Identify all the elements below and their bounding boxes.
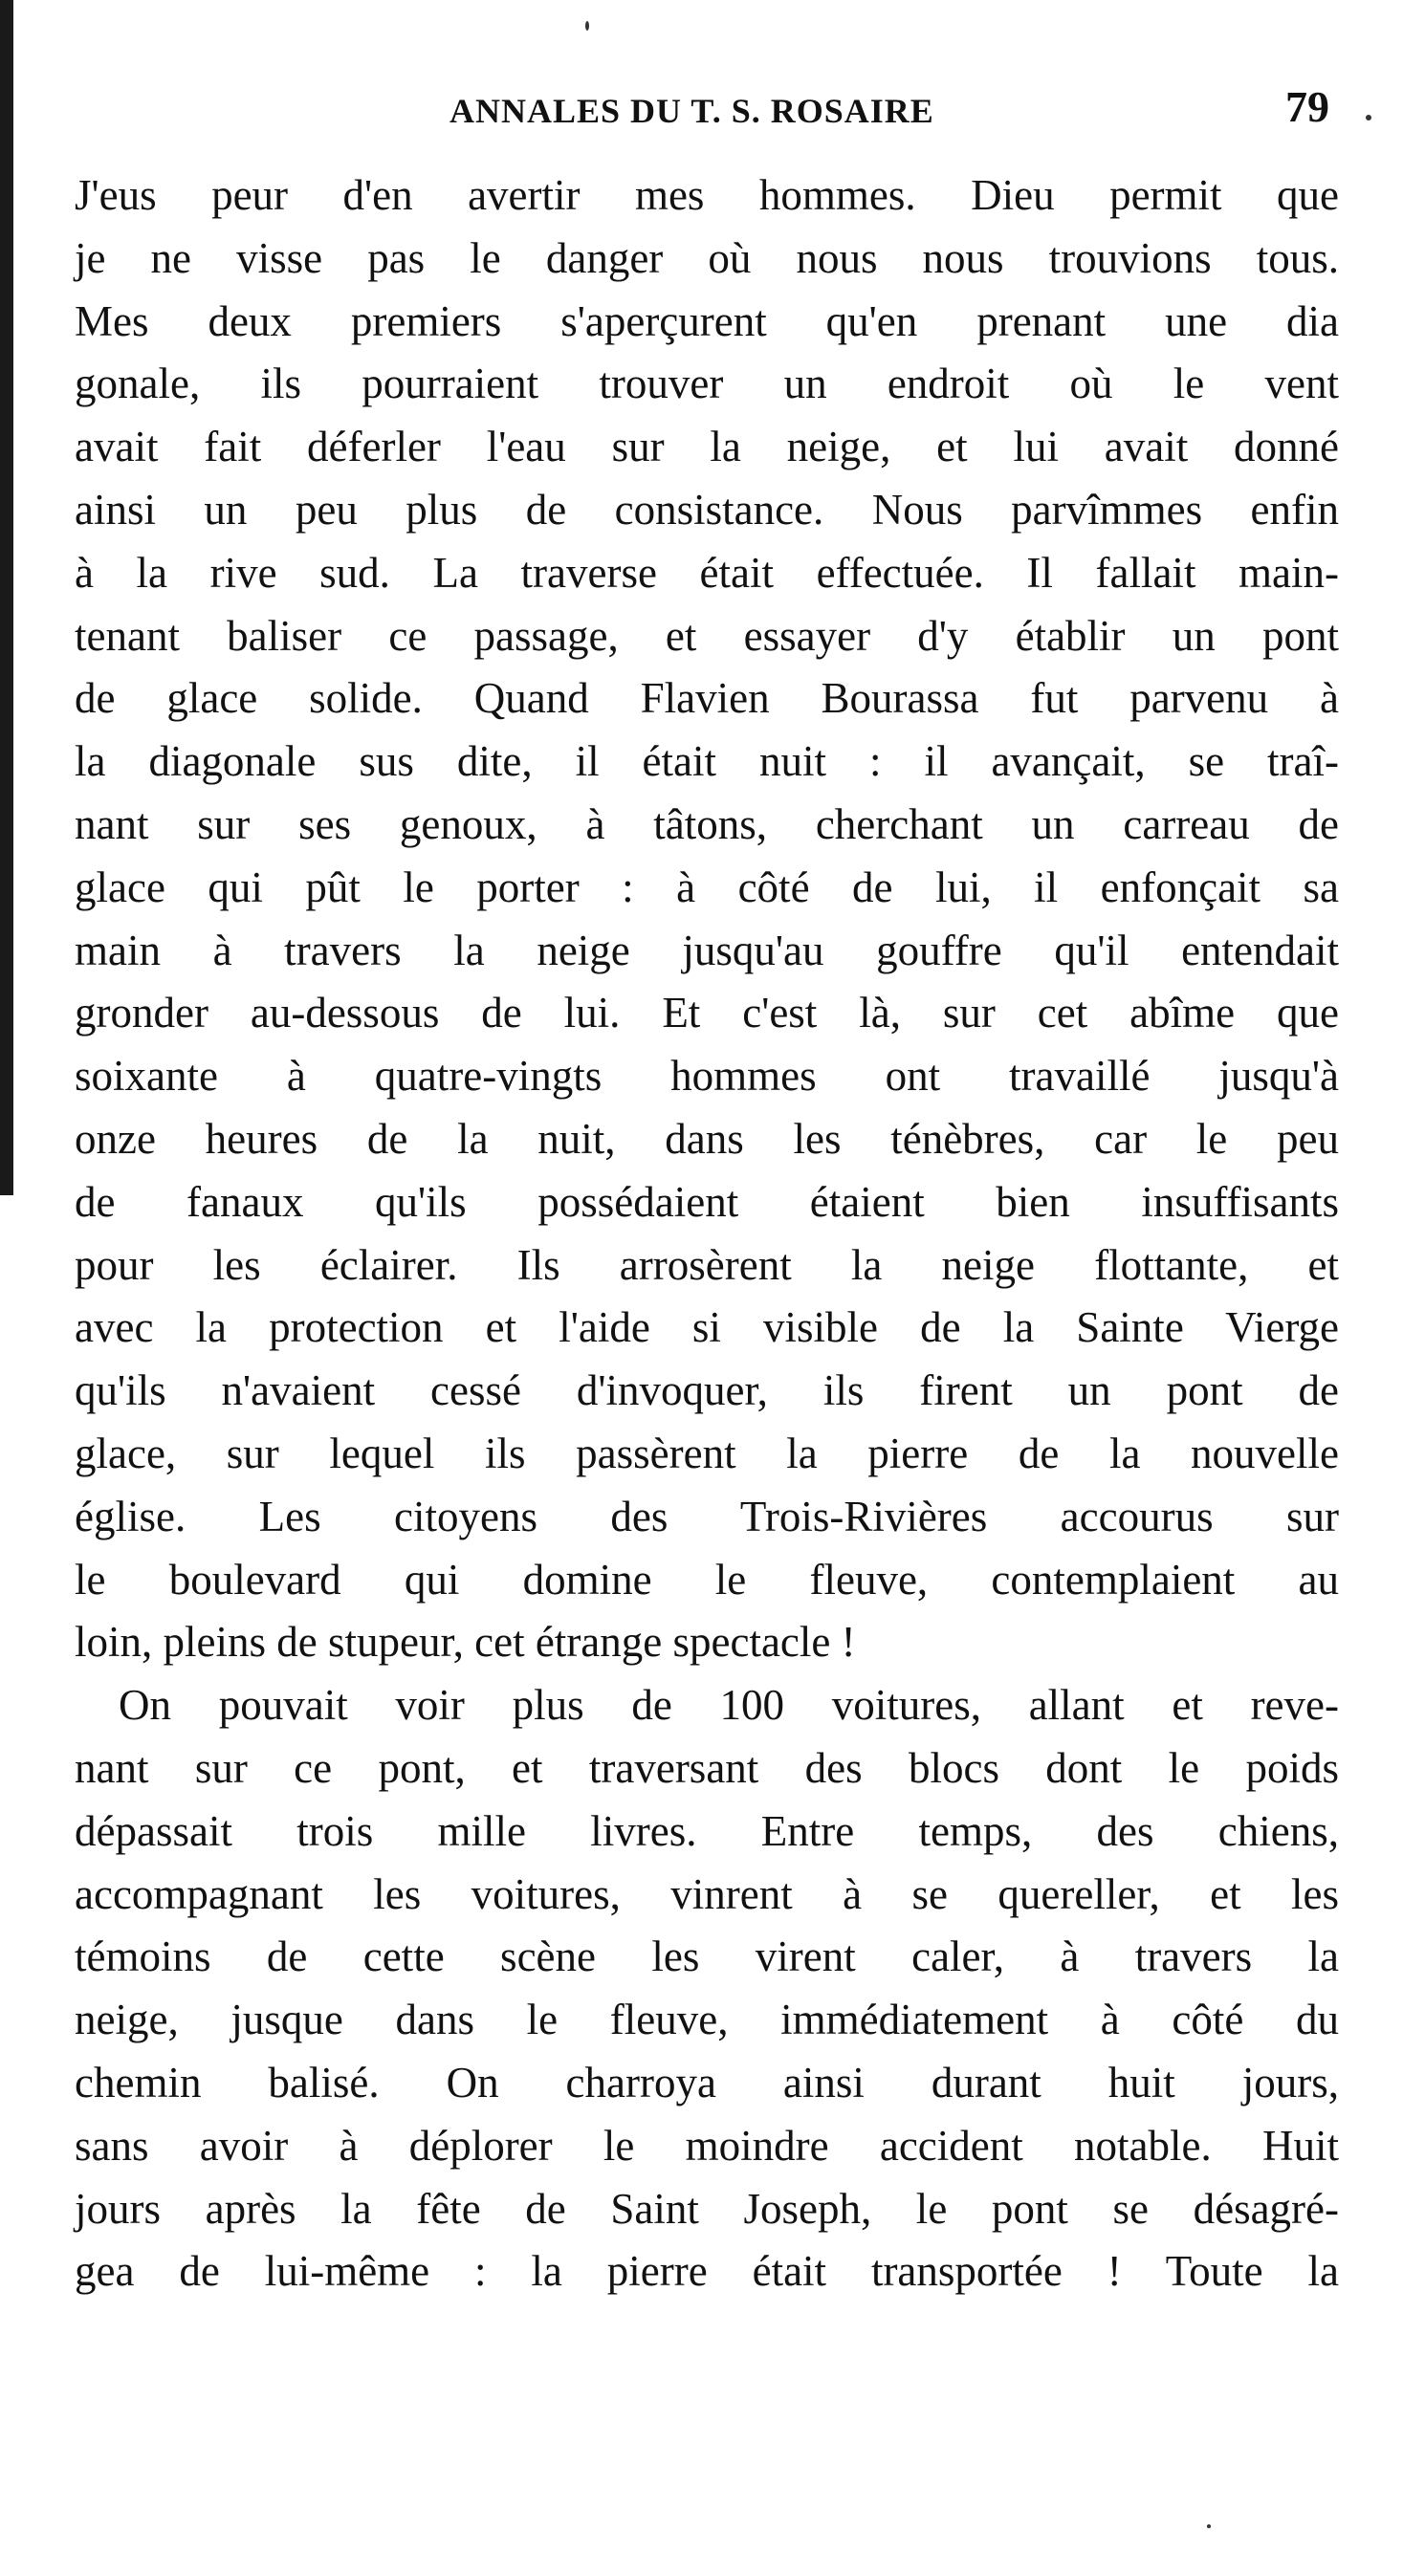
text-line: glace qui pût le porter : à côté de lui, il enfonçait sa	[75, 862, 1339, 911]
text-line: avait fait déferler l'eau sur la neige, et lui avait donné	[75, 423, 1339, 471]
text-line: main à travers la neige jusqu'au gouffre qu'il entendait	[75, 926, 1339, 974]
text-line: dépassait trois mille livres. Entre temps, des chiens,	[75, 1806, 1339, 1855]
text-line: Mes deux premiers s'aperçurent qu'en prenant une dia	[75, 296, 1339, 345]
text-line: sans avoir à déplorer le moindre accident notable. Huit	[75, 2121, 1339, 2170]
text-line: gea de lui-même : la pierre était transportée ! Toute la	[75, 2247, 1339, 2296]
text-line: chemin balisé. On charroya ainsi durant huit jours,	[75, 2058, 1339, 2107]
text-line: de glace solide. Quand Flavien Bourassa fut parvenu à	[75, 674, 1339, 723]
text-line: je ne visse pas le danger où nous nous trouvions tous.	[75, 233, 1339, 282]
text-line: le boulevard qui domine le fleuve, contemplaient au	[75, 1555, 1339, 1604]
print-speck	[585, 21, 589, 31]
text-line: église. Les citoyens des Trois-Rivières accourus sur	[75, 1492, 1339, 1540]
text-line: glace, sur lequel ils passèrent la pierre de la nouvelle	[75, 1429, 1339, 1477]
page-number: 79	[1285, 82, 1329, 131]
text-line: à la rive sud. La traverse était effectuée. Il fallait main-	[75, 548, 1339, 597]
paragraph-start-line: On pouvait voir plus de 100 voitures, allant et reve-	[119, 1681, 1339, 1730]
page-binding-edge	[0, 0, 13, 1195]
text-line: pour les éclairer. Ils arrosèrent la neige flottante, et	[75, 1240, 1339, 1289]
text-line: nant sur ses genoux, à tâtons, cherchant un carreau de	[75, 799, 1339, 848]
text-line: jours après la fête de Saint Joseph, le pont se désagré-	[75, 2184, 1339, 2233]
text-line: la diagonale sus dite, il était nuit : il avançait, se traî-	[75, 737, 1339, 786]
text-line: neige, jusque dans le fleuve, immédiatement à côté du	[75, 1996, 1339, 2044]
text-line: onze heures de la nuit, dans les ténèbres, car le peu	[75, 1114, 1339, 1163]
running-header	[77, 82, 1368, 140]
text-line: avec la protection et l'aide si visible de la Sainte Vierge	[75, 1303, 1339, 1352]
running-title: ANNALES DU T. S. ROSAIRE	[449, 92, 934, 130]
text-line: ainsi un peu plus de consistance. Nous parvîmmes enfin	[75, 485, 1339, 534]
text-line: témoins de cette scène les virent caler, à travers la	[75, 1932, 1339, 1981]
text-line: J'eus peur d'en avertir mes hommes. Dieu permit que	[75, 171, 1339, 219]
text-line: gronder au-dessous de lui. Et c'est là, sur cet abîme que	[75, 989, 1339, 1037]
print-speck	[1207, 2524, 1211, 2528]
body-text	[75, 164, 1339, 2303]
text-line: de fanaux qu'ils possédaient étaient bien insuffisants	[75, 1177, 1339, 1226]
text-line: accompagnant les voitures, vinrent à se quereller, et les	[75, 1869, 1339, 1918]
text-line: gonale, ils pourraient trouver un endroit où le vent	[75, 360, 1339, 408]
text-line: soixante à quatre-vingts hommes ont travaillé jusqu'à	[75, 1052, 1339, 1101]
text-line: qu'ils n'avaient cessé d'invoquer, ils firent un pont de	[75, 1366, 1339, 1415]
text-line: tenant baliser ce passage, et essayer d'y établir un pont	[75, 611, 1339, 660]
paragraph-end-line: loin, pleins de stupeur, cet étrange spectacle !	[75, 1618, 856, 1667]
text-line: nant sur ce pont, et traversant des blocs dont le poids	[75, 1743, 1339, 1792]
